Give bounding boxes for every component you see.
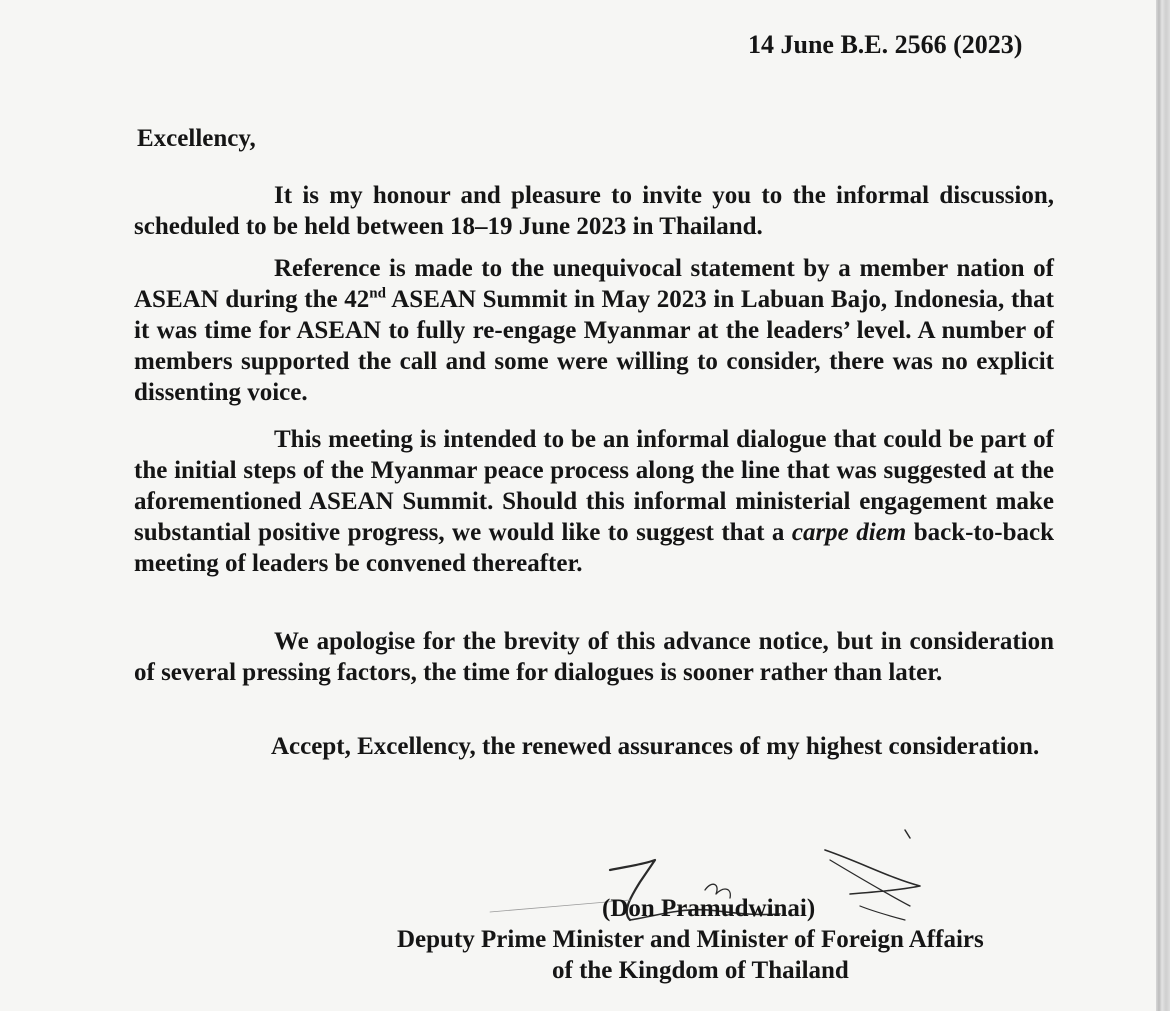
paragraph-meeting-intent — [134, 424, 1054, 579]
page-edge-shadow — [1156, 0, 1170, 1011]
signatory-title: Deputy Prime Minister and Minister of Foreign Affairs — [397, 926, 984, 953]
paragraph-invitation: It is my honour and pleasure to invite you to the informal discussion, scheduled to be held between 18–19 June 2023 in Thailand. — [134, 182, 1054, 240]
carpe-diem-italic: carpe diem — [791, 519, 907, 546]
paragraph-apology: We apologise for the brevity of this advance notice, but in consideration of several pressing factors, the time for dialogues is sooner rather than later. — [134, 628, 1054, 686]
paragraph-meeting-text-2: back-to-back meeting of leaders be convened thereafter. — [134, 519, 1054, 577]
paragraph-reference-text-1: Reference is made to the unequivocal statement by a member nation of ASEAN during the 42 — [134, 255, 1054, 313]
ordinal-suffix: nd — [369, 285, 386, 302]
letter-date: 14 June B.E. 2566 (2023) — [748, 30, 1023, 59]
signatory-title-line2: of the Kingdom of Thailand — [552, 957, 849, 984]
paragraph-meeting-text-1: This meeting is intended to be an informal dialogue that could be part of the initial steps of the Myanmar peace process along the line that was suggested at the aforementioned ASEAN Summit. Should this informal ministerial engagement make substantial positive progress, we would like to suggest that a — [134, 426, 1054, 546]
signatory-name: (Don Pramudwinai) — [602, 895, 816, 922]
paragraph-reference — [134, 253, 1054, 408]
closing-line: Accept, Excellency, the renewed assurances of my highest consideration. — [271, 733, 1040, 760]
salutation: Excellency, — [137, 125, 256, 152]
paragraph-reference-text-2: ASEAN Summit in May 2023 in Labuan Bajo, Indonesia, that it was time for ASEAN to fully re-engage Myanmar at the leaders’ level. A number of members supported the call and some were willing to consider, there was no explicit dissenting voice. — [134, 286, 1054, 406]
